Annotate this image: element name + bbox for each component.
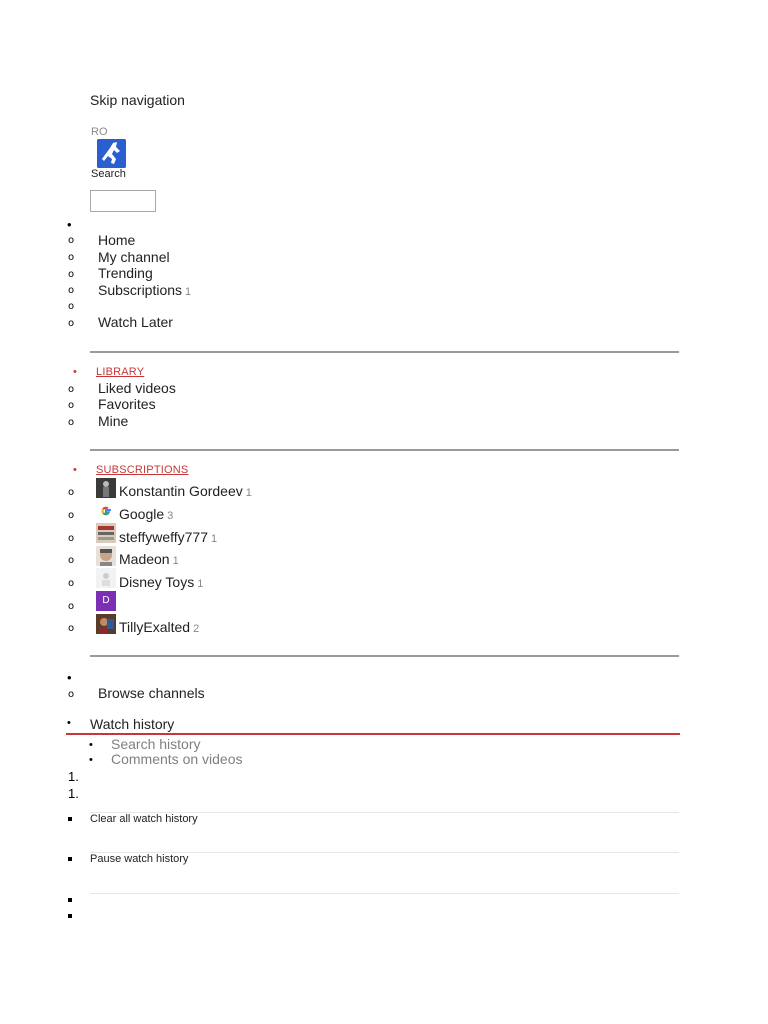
list-marker: o: [68, 623, 75, 634]
clear-watch-history-button[interactable]: Clear all watch history: [90, 813, 198, 825]
section-bullet: •: [73, 366, 77, 378]
browse-channels-link[interactable]: Browse channels: [98, 685, 205, 701]
active-tab-underline: [66, 733, 680, 735]
list-marker: o: [68, 301, 75, 312]
subscription-item[interactable]: [119, 574, 203, 590]
list-number: 1.: [68, 769, 79, 784]
subscription-item[interactable]: [119, 551, 179, 567]
channel-name: steffyweffy777: [119, 529, 208, 545]
list-marker: o: [68, 601, 75, 612]
list-marker: o: [68, 555, 75, 566]
search-history-link[interactable]: Search history: [111, 736, 201, 752]
channel-name: Konstantin Gordeev: [119, 483, 243, 499]
channel-name: Google: [119, 506, 165, 522]
logo-icon[interactable]: [97, 139, 126, 168]
subscription-item[interactable]: [119, 506, 173, 522]
subscriptions-heading[interactable]: SUBSCRIPTIONS: [96, 464, 189, 476]
channel-name: Madeon: [119, 551, 170, 567]
list-marker: o: [68, 252, 75, 263]
list-bullet: •: [89, 739, 93, 751]
list-marker: o: [68, 510, 75, 521]
list-marker: o: [68, 533, 75, 544]
channel-name: Disney Toys: [119, 574, 195, 590]
guide-item-watch-later[interactable]: Watch Later: [98, 314, 173, 330]
list-bullet: •: [67, 217, 72, 232]
search-label: Search: [91, 168, 126, 180]
new-count: 3: [167, 510, 174, 522]
subscription-item[interactable]: [119, 483, 252, 499]
subscription-item[interactable]: [119, 529, 217, 545]
skip-navigation-link[interactable]: Skip navigation: [90, 92, 185, 108]
country-code: RO: [91, 126, 108, 138]
list-marker: o: [68, 400, 75, 411]
avatar[interactable]: [96, 546, 116, 566]
new-count: 1: [210, 533, 218, 545]
list-marker: o: [68, 269, 75, 280]
library-item-favorites[interactable]: Favorites: [98, 396, 156, 412]
list-marker: o: [68, 235, 75, 246]
avatar[interactable]: [96, 614, 116, 634]
watch-history-tab[interactable]: Watch history: [90, 716, 175, 732]
list-marker: o: [68, 578, 75, 589]
pause-watch-history-button[interactable]: Pause watch history: [90, 853, 189, 865]
guide-item-subscriptions[interactable]: [98, 282, 191, 298]
google-icon[interactable]: [96, 501, 116, 521]
subscriptions-badge: 1: [185, 286, 192, 298]
guide-item-label: Subscriptions: [98, 282, 183, 298]
list-bullet: •: [67, 717, 71, 729]
library-heading[interactable]: LIBRARY: [96, 366, 145, 378]
new-count: 1: [245, 487, 252, 499]
list-marker: [68, 898, 72, 902]
list-marker: o: [68, 417, 75, 428]
comments-on-videos-link[interactable]: Comments on videos: [111, 751, 243, 767]
new-count: 2: [193, 623, 200, 635]
avatar[interactable]: [96, 523, 116, 543]
library-item-mine[interactable]: Mine: [98, 413, 129, 429]
guide-item-my-channel[interactable]: My channel: [98, 249, 170, 265]
new-count: 1: [197, 578, 204, 590]
avatar[interactable]: [96, 568, 116, 588]
subscription-item[interactable]: [119, 619, 199, 635]
channel-name: TillyExalted: [119, 619, 191, 635]
section-divider: [90, 655, 679, 657]
guide-item-trending[interactable]: Trending: [98, 265, 153, 281]
list-marker: [68, 914, 72, 918]
row-divider: [90, 893, 679, 894]
section-bullet: •: [73, 464, 77, 476]
section-divider: [90, 351, 679, 353]
list-number: 1.: [68, 786, 79, 801]
list-marker: o: [68, 689, 75, 700]
list-marker: [68, 817, 72, 821]
list-bullet: •: [89, 754, 93, 766]
list-marker: o: [68, 487, 75, 498]
avatar[interactable]: [96, 478, 116, 498]
search-input[interactable]: [90, 190, 156, 212]
section-divider: [90, 449, 679, 451]
list-marker: o: [68, 285, 75, 296]
list-bullet: •: [67, 670, 72, 685]
avatar[interactable]: D: [96, 591, 116, 611]
list-marker: [68, 857, 72, 861]
new-count: 1: [172, 555, 179, 567]
list-marker: o: [68, 384, 75, 395]
guide-item-home[interactable]: Home: [98, 232, 136, 248]
library-item-liked-videos[interactable]: Liked videos: [98, 380, 176, 396]
list-marker: o: [68, 318, 75, 329]
